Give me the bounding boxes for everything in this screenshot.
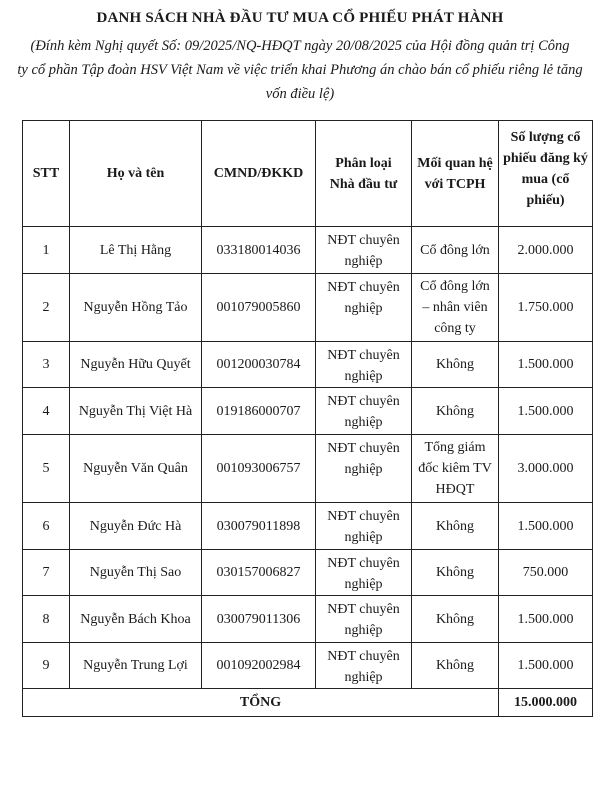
cell-relation (412, 503, 499, 550)
classification-line: nghiệp (344, 415, 383, 430)
relation-line: Không (435, 611, 475, 627)
header-classification-line: Phân loại (335, 155, 392, 171)
cell-classification (316, 643, 412, 689)
header-quantity-line: phiếu đăng ký (503, 151, 588, 166)
classification-line: nghiệp (344, 301, 383, 316)
cell-classification (316, 342, 412, 388)
cell-classification (316, 274, 412, 342)
cell-name: Nguyễn Văn Quân (70, 435, 202, 503)
classification-line: NĐT chuyên (327, 280, 400, 295)
cell-id: 001092002984 (202, 643, 316, 689)
subtitle-line-1: (Đính kèm Nghị quyết Số: 09/2025/NQ-HĐQT ngày 20/08/2025 của Hội đồng quản trị Công (30, 38, 570, 54)
cell-relation (412, 388, 499, 435)
cell-stt: 4 (23, 388, 70, 435)
header-classification-line: Nhà đầu tư (329, 176, 398, 192)
cell-classification (316, 388, 412, 435)
subtitle-line-3: vốn điều lệ) (265, 86, 335, 102)
table-header-row (23, 121, 593, 227)
cell-relation (412, 342, 499, 388)
cell-quantity: 2.000.000 (499, 227, 593, 274)
cell-stt: 5 (23, 435, 70, 503)
cell-id: 001093006757 (202, 435, 316, 503)
total-row (23, 689, 593, 717)
total-label: TỔNG (23, 689, 499, 717)
relation-line: Cổ đông lớn (420, 242, 490, 258)
cell-id: 001200030784 (202, 342, 316, 388)
relation-line: Không (435, 518, 475, 534)
relation-line: Tổng giám (424, 440, 486, 455)
document-subtitle (0, 34, 600, 106)
classification-line: NĐT chuyên (327, 649, 400, 664)
header-relation-line: Mối quan hệ (417, 155, 493, 171)
cell-quantity: 1.500.000 (499, 342, 593, 388)
table-row (23, 274, 593, 342)
header-id: CMND/ĐKKD (202, 121, 316, 227)
header-quantity (499, 121, 593, 227)
table-row (23, 435, 593, 503)
cell-name: Nguyễn Hữu Quyết (70, 342, 202, 388)
header-stt: STT (23, 121, 70, 227)
header-quantity-line: phiếu) (526, 193, 565, 208)
cell-relation (412, 643, 499, 689)
cell-quantity: 1.500.000 (499, 596, 593, 643)
classification-line: NĐT chuyên (327, 394, 400, 409)
table-row (23, 227, 593, 274)
cell-classification (316, 596, 412, 643)
header-relation (412, 121, 499, 227)
cell-id: 019186000707 (202, 388, 316, 435)
relation-line: Cổ đông lớn (420, 279, 490, 294)
cell-id: 033180014036 (202, 227, 316, 274)
cell-quantity: 1.500.000 (499, 388, 593, 435)
cell-stt: 6 (23, 503, 70, 550)
cell-name: Lê Thị Hằng (70, 227, 202, 274)
cell-stt: 1 (23, 227, 70, 274)
cell-id: 030079011306 (202, 596, 316, 643)
cell-name: Nguyễn Hồng Tảo (70, 274, 202, 342)
cell-relation (412, 435, 499, 503)
classification-line: nghiệp (344, 623, 383, 638)
relation-line: đốc kiêm TV (418, 461, 492, 476)
cell-id: 030079011898 (202, 503, 316, 550)
cell-relation (412, 227, 499, 274)
classification-line: nghiệp (344, 670, 383, 685)
cell-quantity: 1.500.000 (499, 503, 593, 550)
classification-line: NĐT chuyên (327, 441, 400, 456)
table-row (23, 388, 593, 435)
header-relation-line: với TCPH (424, 176, 486, 192)
classification-line: NĐT chuyên (327, 509, 400, 524)
relation-line: Không (435, 658, 475, 673)
header-classification (316, 121, 412, 227)
cell-stt: 9 (23, 643, 70, 689)
cell-classification (316, 227, 412, 274)
cell-quantity: 750.000 (499, 550, 593, 596)
cell-quantity: 1.750.000 (499, 274, 593, 342)
investor-table (22, 120, 593, 717)
classification-line: nghiệp (344, 254, 383, 269)
relation-line: công ty (434, 321, 476, 336)
header-quantity-line: mua (cổ (521, 172, 570, 187)
cell-id: 030157006827 (202, 550, 316, 596)
cell-quantity: 1.500.000 (499, 643, 593, 689)
classification-line: nghiệp (344, 530, 383, 545)
classification-line: NĐT chuyên (327, 233, 400, 248)
cell-stt: 8 (23, 596, 70, 643)
cell-name: Nguyễn Trung Lợi (70, 643, 202, 689)
document-title: DANH SÁCH NHÀ ĐẦU TƯ MUA CỔ PHIẾU PHÁT HÀNH (96, 10, 504, 26)
header-quantity-line: Số lượng cổ (510, 130, 581, 145)
cell-stt: 3 (23, 342, 70, 388)
relation-line: – nhân viên (422, 300, 488, 315)
cell-name: Nguyễn Đức Hà (70, 503, 202, 550)
classification-line: NĐT chuyên (327, 556, 400, 571)
cell-relation (412, 274, 499, 342)
classification-line: nghiệp (344, 369, 383, 384)
header-name: Họ và tên (70, 121, 202, 227)
table-row (23, 596, 593, 643)
subtitle-line-2: ty cổ phần Tập đoàn HSV Việt Nam về việc triển khai Phương án chào bán cổ phiếu riêng lẻ tăng (17, 62, 583, 78)
table-row (23, 503, 593, 550)
cell-name: Nguyễn Thị Việt Hà (70, 388, 202, 435)
relation-line: HĐQT (435, 482, 475, 497)
relation-line: Không (435, 565, 475, 580)
table-row (23, 550, 593, 596)
cell-name: Nguyễn Thị Sao (70, 550, 202, 596)
cell-stt: 2 (23, 274, 70, 342)
table-row (23, 342, 593, 388)
cell-relation (412, 596, 499, 643)
cell-stt: 7 (23, 550, 70, 596)
classification-line: nghiệp (344, 577, 383, 592)
cell-classification (316, 550, 412, 596)
classification-line: NĐT chuyên (327, 602, 400, 617)
cell-id: 001079005860 (202, 274, 316, 342)
cell-relation (412, 550, 499, 596)
cell-quantity: 3.000.000 (499, 435, 593, 503)
classification-line: nghiệp (344, 462, 383, 477)
total-value: 15.000.000 (499, 689, 593, 717)
classification-line: NĐT chuyên (327, 348, 400, 363)
cell-classification (316, 503, 412, 550)
cell-name: Nguyễn Bách Khoa (70, 596, 202, 643)
relation-line: Không (435, 357, 475, 372)
relation-line: Không (435, 403, 475, 419)
cell-classification (316, 435, 412, 503)
table-row (23, 643, 593, 689)
